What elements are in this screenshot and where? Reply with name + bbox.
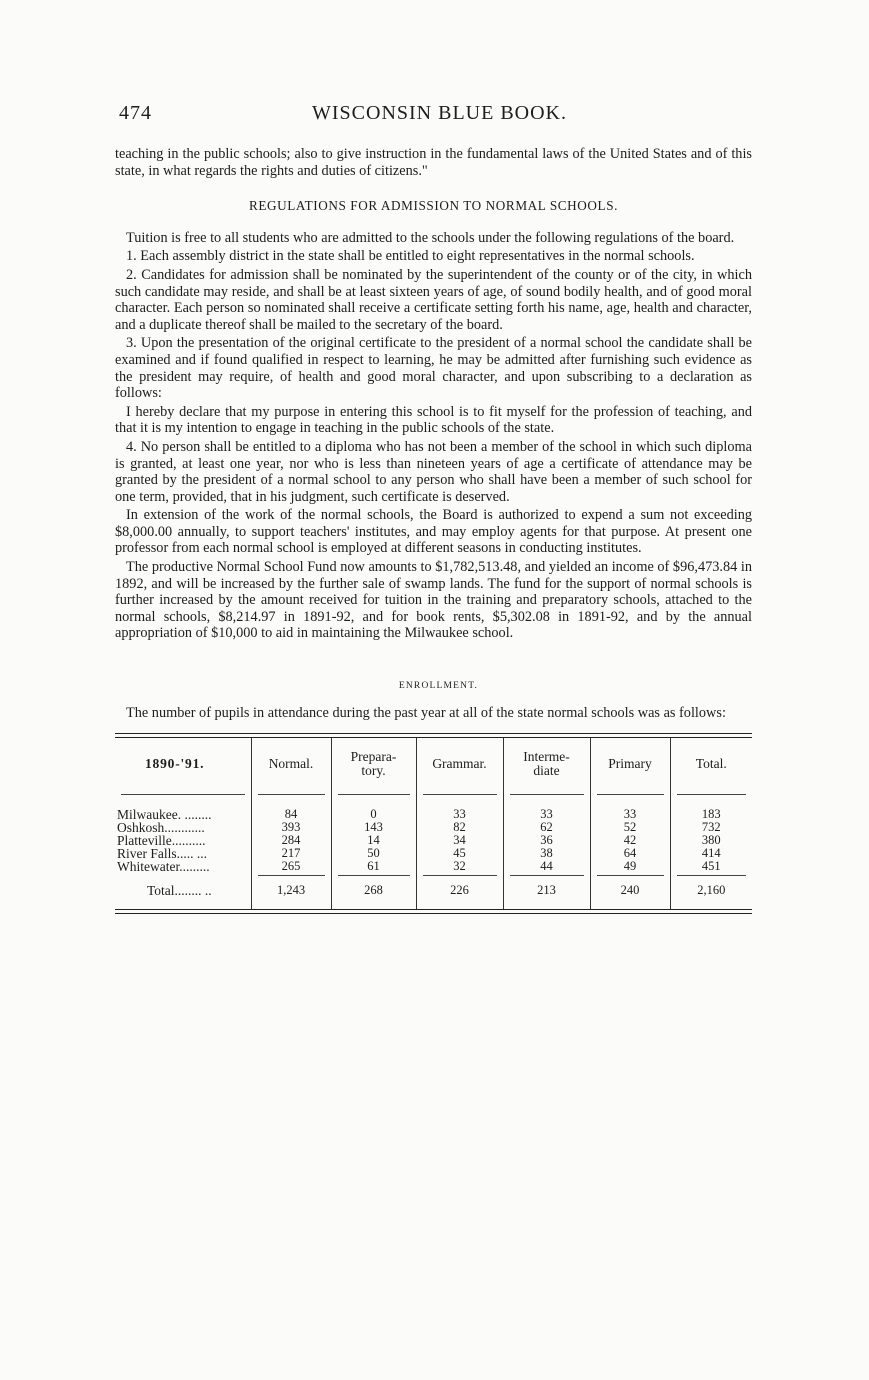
total-label: Total........ ..: [147, 882, 212, 898]
paragraph: Tuition is free to all students who are admitted to the schools under the following regulations of the board.: [126, 229, 735, 246]
cell-grammar: 33: [416, 808, 503, 821]
total-grammar: 226: [416, 879, 503, 901]
total-grand: 2,160: [670, 879, 752, 901]
total-intermediate: 213: [503, 879, 590, 901]
cell-preparatory: 61: [331, 860, 416, 873]
column-header-label: Interme-diate: [523, 749, 570, 779]
cell-intermediate: 33: [503, 808, 590, 821]
cell-intermediate: 38: [503, 847, 590, 860]
cell-total: 183: [670, 808, 752, 821]
school-name: River Falls..... ...: [117, 846, 207, 862]
cell-primary: 49: [590, 860, 670, 873]
cell-preparatory: 14: [331, 834, 416, 847]
cell-grammar: 45: [416, 847, 503, 860]
continuation-paragraph: teaching in the public schools; also to give instruction in the fundamental laws of the United States and of this state, in what regards the rights and duties of citizens.": [115, 146, 752, 179]
enrollment-table: [115, 738, 752, 909]
cell-normal: 393: [251, 821, 331, 834]
table-row: [115, 847, 752, 860]
cell-grammar: 32: [416, 860, 503, 873]
enrollment-intro: The number of pupils in attendance during the past year at all of the state normal schools was as follows:: [126, 704, 726, 721]
regulations-heading: REGULATIONS FOR ADMISSION TO NORMAL SCHOOLS.: [248, 198, 619, 214]
enrollment-table-wrap: [115, 733, 752, 914]
cell-preparatory: 50: [331, 847, 416, 860]
paragraph: 1. Each assembly district in the state shall be entitled to eight representatives in the normal schools.: [126, 248, 695, 265]
table-bottom-pad: [115, 901, 752, 909]
paragraph: In extension of the work of the normal schools, the Board is authorized to expend a sum not exceeding $8,000.00 annually, to support teachers' institutes, and may employ agents for that purpose. At present one professor from each normal school is employed at different seasons in conducting institutes.: [115, 507, 752, 557]
cell-primary: 52: [590, 821, 670, 834]
document-page: [115, 98, 752, 914]
cell-normal: 265: [251, 860, 331, 873]
cell-total: 732: [670, 821, 752, 834]
cell-total: 380: [670, 834, 752, 847]
cell-intermediate: 36: [503, 834, 590, 847]
school-name: Oshkosh............: [117, 820, 205, 836]
table-row: [115, 821, 752, 834]
body-text: [115, 146, 752, 721]
column-header: Grammar.: [416, 738, 503, 790]
column-header: Normal.: [251, 738, 331, 790]
cell-normal: 84: [251, 808, 331, 821]
enrollment-heading: ENROLLMENT.: [398, 681, 479, 692]
column-header-label: Prepara-tory.: [350, 749, 397, 779]
cell-grammar: 82: [416, 821, 503, 834]
cell-preparatory: 143: [331, 821, 416, 834]
page-number: 474: [119, 102, 152, 124]
cell-primary: 33: [590, 808, 670, 821]
total-row: [115, 879, 752, 901]
cell-primary: 64: [590, 847, 670, 860]
school-name: Platteville..........: [117, 833, 206, 849]
paragraph: 2. Candidates for admission shall be nominated by the superintendent of the county or of the city, in which such candidate may reside, and shall be at least sixteen years of age, of sound bodily health, and of good moral character. Each person so nominated shall receive a certificate setting forth his name, age, health and character, and a duplicate thereof shall be mailed to the secretary of the board.: [115, 266, 752, 333]
page-header: [115, 98, 752, 132]
year-header: 1890-'91.: [145, 756, 205, 772]
cell-intermediate: 62: [503, 821, 590, 834]
declaration-paragraph: I hereby declare that my purpose in entering this school is to fit myself for the profession of teaching, and that it is my intention to engage in teaching in the public schools of the state.: [115, 403, 752, 437]
cell-total: 451: [670, 860, 752, 873]
cell-intermediate: 44: [503, 860, 590, 873]
column-header: [503, 738, 590, 790]
total-primary: 240: [590, 879, 670, 901]
table-bottom-rule: [115, 909, 752, 914]
table-row: [115, 808, 752, 821]
cell-total: 414: [670, 847, 752, 860]
column-header: Total.: [670, 738, 752, 790]
cell-grammar: 34: [416, 834, 503, 847]
paragraph: 3. Upon the presentation of the original certificate to the president of a normal school the candidate shall be examined and if found qualified in respect to learning, he may be admitted after furnishing such evidence as the president may require, of health and good moral character, and upon subscribing to a declaration as follows:: [115, 335, 752, 402]
cell-preparatory: 0: [331, 808, 416, 821]
table-header-row: [115, 738, 752, 790]
table-row: [115, 834, 752, 847]
cell-normal: 217: [251, 847, 331, 860]
running-head: WISCONSIN BLUE BOOK.: [312, 102, 567, 124]
column-header: [331, 738, 416, 790]
school-name: Milwaukee. ........: [117, 807, 212, 823]
paragraph: The productive Normal School Fund now amounts to $1,782,513.48, and yielded an income of $96,473.84 in 1892, and will be increased by the further sale of swamp lands. The fund for the support of normal schools is further increased by the amount received for tuition in the training and preparatory schools, attached to the normal schools, $8,214.97 in 1891-92, and for book rents, $5,302.08 in 1891-92, and by the annual appropriation of $10,000 to aid in maintaining the Milwaukee school.: [115, 559, 752, 642]
column-header: Primary: [590, 738, 670, 790]
cell-primary: 42: [590, 834, 670, 847]
header-separator: [115, 790, 752, 808]
total-separator: [115, 873, 752, 879]
total-normal: 1,243: [251, 879, 331, 901]
paragraph: 4. No person shall be entitled to a diploma who has not been a member of the school in which such diploma is granted, at least one year, nor who is less than nineteen years of age a certificate of attendance may be granted by the president of a normal school to any person who shall have been a member of such school for one term, provided, that in his judgment, such certificate is deserved.: [115, 438, 752, 505]
total-preparatory: 268: [331, 879, 416, 901]
table-row: [115, 860, 752, 873]
cell-normal: 284: [251, 834, 331, 847]
school-name: Whitewater.........: [117, 859, 210, 875]
